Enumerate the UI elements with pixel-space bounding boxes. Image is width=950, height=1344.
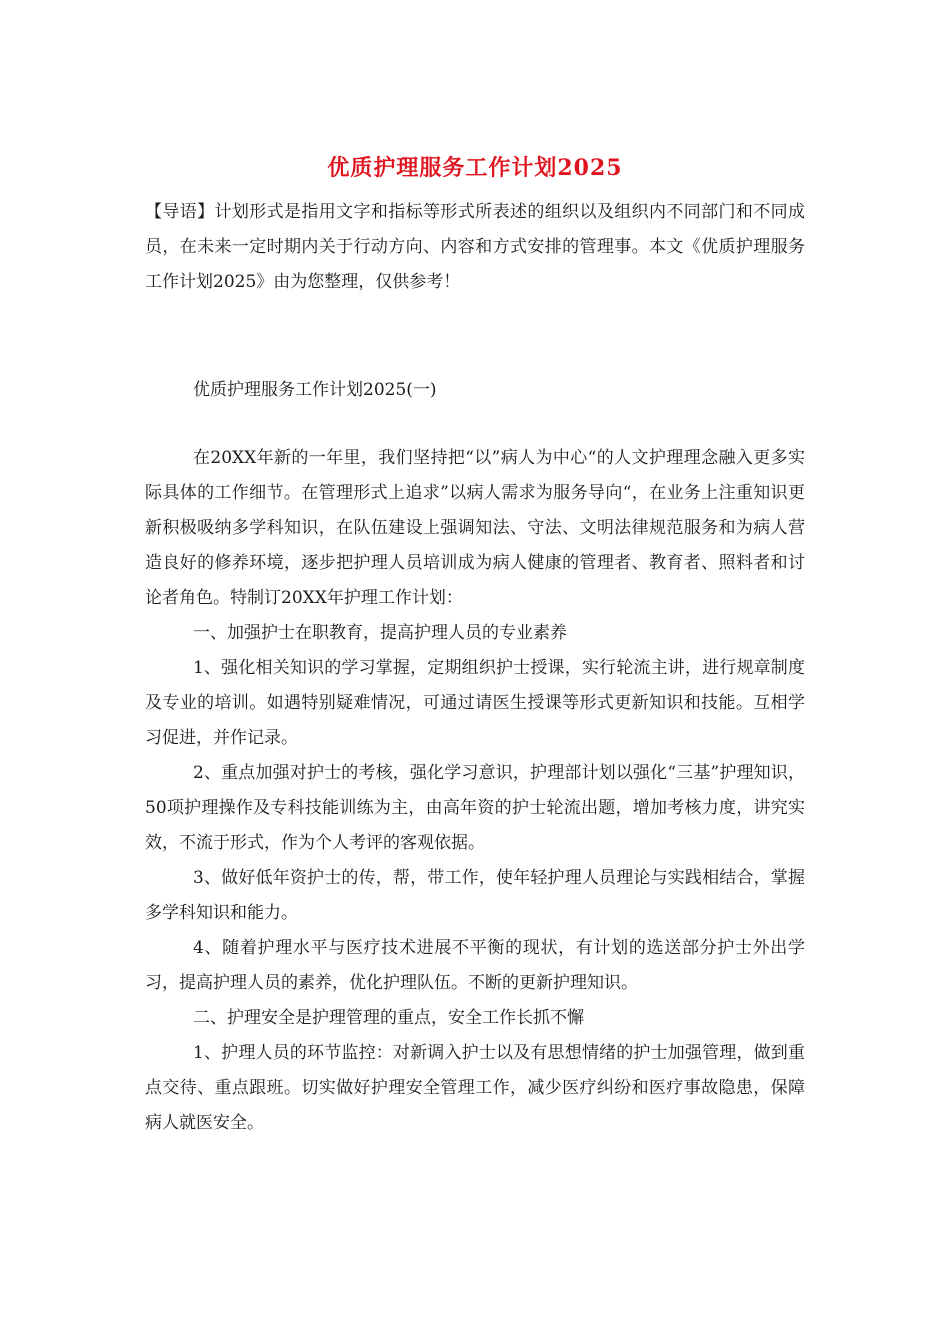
paragraph: 4、随着护理水平与医疗技术进展不平衡的现状，有计划的选送部分护士外出学习，提高护理人员的素养，优化护理队伍。不断的更新护理知识。 — [145, 938, 805, 993]
paragraph: 2、重点加强对护士的考核，强化学习意识，护理部计划以强化“三基”护理知识，50项护理操作及专科技能训练为主，由高年资的护士轮流出题，增加考核力度，讲究实效，不流于形式，作为个人考评的客观依据。 — [145, 763, 805, 853]
paragraph: 3、做好低年资护士的传，帮，带工作，使年轻护理人员理论与实践相结合，掌握多学科知识和能力。 — [145, 868, 805, 923]
heading-1: 一、加强护士在职教育，提高护理人员的专业素养 — [193, 623, 567, 643]
paragraph: 1、强化相关知识的学习掌握，定期组织护士授课，实行轮流主讲，进行规章制度及专业的培训。如遇特别疑难情况，可通过请医生授课等形式更新知识和技能。互相学习促进，并作记录。 — [145, 658, 805, 748]
heading-2: 二、护理安全是护理管理的重点，安全工作长抓不懈 — [193, 1008, 584, 1028]
document-title: 优质护理服务工作计划2025 — [327, 155, 623, 181]
paragraph: 1、护理人员的环节监控：对新调入护士以及有思想情绪的护士加强管理，做到重点交待、重点跟班。切实做好护理安全管理工作，减少医疗纠纷和医疗事故隐患，保障病人就医安全。 — [145, 1043, 805, 1133]
document-body — [145, 441, 805, 1141]
section-title: 优质护理服务工作计划2025(一) — [193, 380, 437, 400]
paragraph: 在20XX年新的一年里，我们坚持把“以”病人为中心“的人文护理理念融入更多实际具体的工作细节。在管理形式上追求”以病人需求为服务导向“，在业务上注重知识更新积极吸纳多学科知识，在队伍建设上强调知法、守法、文明法律规范服务和为病人营造良好的修养环境，逐步把护理人员培训成为病人健康的管理者、教育者、照料者和讨论者角色。特制订20XX年护理工作计划： — [145, 448, 805, 608]
intro-paragraph: 【导语】计划形式是指用文字和指标等形式所表述的组织以及组织内不同部门和不同成员，在未来一定时期内关于行动方向、内容和方式安排的管理事。本文《优质护理服务工作计划2025》由为您整理，仅供参考！ — [145, 202, 805, 292]
